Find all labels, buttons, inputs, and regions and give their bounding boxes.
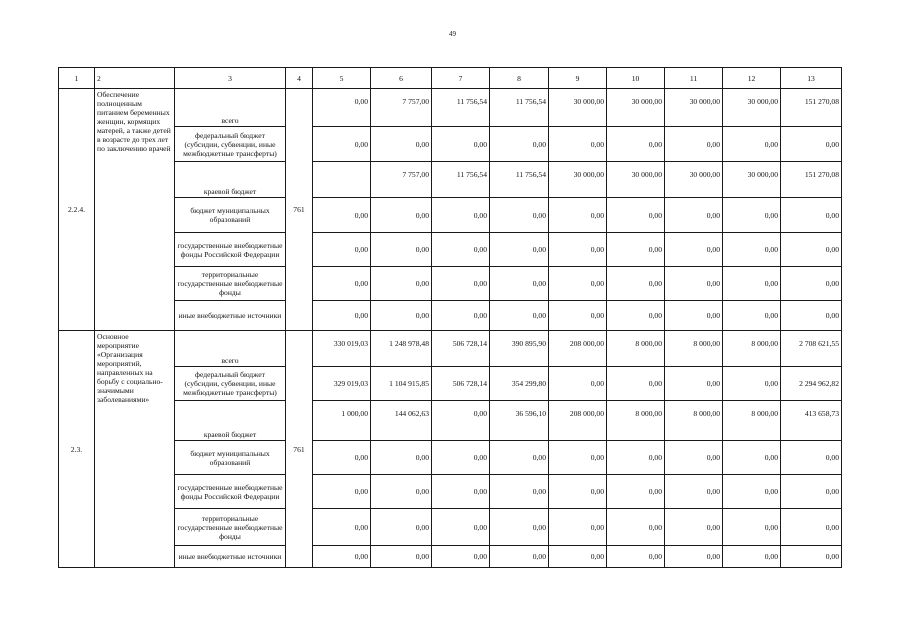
table-row [59, 267, 842, 301]
value-cell: 0,00 [549, 509, 607, 546]
value-cell: 0,00 [607, 546, 665, 568]
value-cell: 0,00 [549, 127, 607, 162]
funding-source: иные внебюджетные источники [175, 301, 286, 331]
value-cell: 0,00 [432, 267, 490, 301]
value-cell: 151 270,08 [781, 89, 842, 127]
value-cell: 8 000,00 [607, 401, 665, 441]
value-cell: 0,00 [781, 198, 842, 233]
value-cell: 0,00 [607, 267, 665, 301]
header-cell: 8 [490, 68, 549, 89]
table-row [59, 301, 842, 331]
funding-source: федеральный бюджет (субсидии, субвенции, иные межбюджетные трансферты) [175, 127, 286, 162]
section-code: 2.2.4. [59, 89, 95, 331]
header-cell: 13 [781, 68, 842, 89]
value-cell: 8 000,00 [723, 331, 781, 367]
value-cell: 0,00 [781, 233, 842, 267]
value-cell: 0,00 [781, 127, 842, 162]
value-cell: 0,00 [549, 475, 607, 509]
funding-source: территориальные государственные внебюджетные фонды [175, 509, 286, 546]
value-cell: 0,00 [549, 441, 607, 475]
value-cell: 0,00 [432, 509, 490, 546]
value-cell: 0,00 [371, 267, 432, 301]
value-cell: 0,00 [549, 301, 607, 331]
value-cell: 0,00 [490, 301, 549, 331]
value-cell [313, 162, 371, 198]
table-row [59, 509, 842, 546]
funding-source: всего [175, 89, 286, 127]
value-cell: 0,00 [723, 509, 781, 546]
value-cell: 0,00 [781, 301, 842, 331]
value-cell: 0,00 [490, 127, 549, 162]
value-cell: 11 756,54 [432, 89, 490, 127]
header-cell: 2 [95, 68, 175, 89]
header-cell: 10 [607, 68, 665, 89]
header-cell: 11 [665, 68, 723, 89]
value-cell: 0,00 [313, 233, 371, 267]
value-cell: 0,00 [665, 198, 723, 233]
value-cell: 0,00 [781, 267, 842, 301]
value-cell: 0,00 [313, 441, 371, 475]
value-cell: 0,00 [490, 198, 549, 233]
value-cell: 0,00 [371, 509, 432, 546]
value-cell: 0,00 [723, 198, 781, 233]
value-cell: 0,00 [781, 475, 842, 509]
value-cell: 0,00 [607, 233, 665, 267]
value-cell: 151 270,08 [781, 162, 842, 198]
value-cell: 0,00 [432, 401, 490, 441]
funding-source: краевой бюджет [175, 401, 286, 441]
section-description: Основное мероприятие «Организация мероприятий, направленных на борьбу с социально-значимыми заболеваниями» [95, 331, 175, 568]
funding-source: государственные внебюджетные фонды Российской Федерации [175, 233, 286, 267]
value-cell: 0,00 [549, 367, 607, 401]
value-cell: 0,00 [549, 233, 607, 267]
value-cell: 208 000,00 [549, 401, 607, 441]
value-cell: 2 294 962,82 [781, 367, 842, 401]
value-cell: 0,00 [313, 509, 371, 546]
header-cell: 1 [59, 68, 95, 89]
value-cell: 0,00 [490, 267, 549, 301]
value-cell: 0,00 [549, 267, 607, 301]
header-cell: 4 [286, 68, 313, 89]
table-row [59, 198, 842, 233]
value-cell: 11 756,54 [432, 162, 490, 198]
funding-source: всего [175, 331, 286, 367]
value-cell: 0,00 [490, 509, 549, 546]
value-cell: 11 756,54 [490, 162, 549, 198]
header-cell: 7 [432, 68, 490, 89]
value-cell: 0,00 [371, 198, 432, 233]
value-cell: 0,00 [665, 301, 723, 331]
value-cell: 0,00 [371, 127, 432, 162]
value-cell: 0,00 [313, 267, 371, 301]
value-cell: 8 000,00 [665, 401, 723, 441]
value-cell: 0,00 [781, 441, 842, 475]
value-cell: 0,00 [371, 475, 432, 509]
value-cell: 1 248 978,48 [371, 331, 432, 367]
value-cell: 0,00 [781, 509, 842, 546]
value-cell: 0,00 [607, 475, 665, 509]
value-cell: 0,00 [432, 233, 490, 267]
value-cell: 0,00 [432, 475, 490, 509]
value-cell: 36 596,10 [490, 401, 549, 441]
section-description: Обеспечение полноценным питанием беременных женщин, кормящих матерей, а также детей в возрасте до трех лет по заключению врачей [95, 89, 175, 331]
header-cell: 6 [371, 68, 432, 89]
header-cell: 5 [313, 68, 371, 89]
value-cell: 0,00 [371, 546, 432, 568]
value-cell: 0,00 [723, 475, 781, 509]
table-row [59, 367, 842, 401]
value-cell: 354 299,80 [490, 367, 549, 401]
value-cell: 390 895,90 [490, 331, 549, 367]
value-cell: 413 658,73 [781, 401, 842, 441]
value-cell: 7 757,00 [371, 162, 432, 198]
value-cell: 0,00 [490, 546, 549, 568]
page-number: 49 [449, 30, 456, 38]
value-cell: 30 000,00 [549, 89, 607, 127]
header-cell: 9 [549, 68, 607, 89]
value-cell: 0,00 [665, 546, 723, 568]
value-cell: 506 728,14 [432, 331, 490, 367]
value-cell: 0,00 [607, 441, 665, 475]
value-cell: 30 000,00 [723, 162, 781, 198]
value-cell: 0,00 [549, 198, 607, 233]
value-cell: 208 000,00 [549, 331, 607, 367]
value-cell: 0,00 [432, 301, 490, 331]
value-cell: 0,00 [607, 198, 665, 233]
value-cell: 30 000,00 [549, 162, 607, 198]
value-cell: 0,00 [313, 127, 371, 162]
table-row [59, 233, 842, 267]
value-cell: 0,00 [723, 301, 781, 331]
value-cell: 0,00 [723, 441, 781, 475]
table-row [59, 89, 842, 127]
value-cell: 0,00 [432, 127, 490, 162]
value-cell: 0,00 [723, 127, 781, 162]
value-cell: 0,00 [607, 127, 665, 162]
value-cell: 0,00 [490, 233, 549, 267]
value-cell: 0,00 [490, 441, 549, 475]
value-cell: 0,00 [313, 89, 371, 127]
value-cell: 0,00 [723, 267, 781, 301]
value-cell: 0,00 [665, 127, 723, 162]
value-cell: 0,00 [723, 367, 781, 401]
value-cell: 8 000,00 [665, 331, 723, 367]
value-cell: 0,00 [665, 509, 723, 546]
table-row [59, 162, 842, 198]
table-row [59, 127, 842, 162]
funding-source: бюджет муниципальных образований [175, 441, 286, 475]
value-cell: 0,00 [549, 546, 607, 568]
table-row [59, 441, 842, 475]
value-cell: 0,00 [371, 301, 432, 331]
value-cell: 0,00 [313, 301, 371, 331]
value-cell: 0,00 [432, 198, 490, 233]
value-cell: 0,00 [432, 546, 490, 568]
value-cell: 1 104 915,85 [371, 367, 432, 401]
value-cell: 0,00 [313, 546, 371, 568]
value-cell: 0,00 [313, 475, 371, 509]
value-cell: 0,00 [665, 475, 723, 509]
table-row [59, 331, 842, 367]
value-cell: 30 000,00 [607, 162, 665, 198]
section-code: 2.3. [59, 331, 95, 568]
value-cell: 30 000,00 [665, 89, 723, 127]
value-cell: 30 000,00 [723, 89, 781, 127]
value-cell: 329 019,03 [313, 367, 371, 401]
table-row [59, 475, 842, 509]
value-cell: 0,00 [607, 301, 665, 331]
budget-table [58, 67, 842, 568]
value-cell: 0,00 [607, 509, 665, 546]
value-cell: 144 062,63 [371, 401, 432, 441]
grbs-code: 761 [286, 331, 313, 568]
value-cell: 0,00 [432, 441, 490, 475]
value-cell: 330 019,03 [313, 331, 371, 367]
value-cell: 11 756,54 [490, 89, 549, 127]
funding-source: краевой бюджет [175, 162, 286, 198]
value-cell: 0,00 [607, 367, 665, 401]
funding-source: государственные внебюджетные фонды Российской Федерации [175, 475, 286, 509]
value-cell: 0,00 [313, 198, 371, 233]
value-cell: 0,00 [665, 267, 723, 301]
funding-source: иные внебюджетные источники [175, 546, 286, 568]
funding-source: бюджет муниципальных образований [175, 198, 286, 233]
value-cell: 30 000,00 [607, 89, 665, 127]
value-cell: 0,00 [665, 367, 723, 401]
value-cell: 2 708 621,55 [781, 331, 842, 367]
value-cell: 1 000,00 [313, 401, 371, 441]
value-cell: 0,00 [723, 233, 781, 267]
value-cell: 0,00 [490, 475, 549, 509]
value-cell: 0,00 [723, 546, 781, 568]
value-cell: 506 728,14 [432, 367, 490, 401]
value-cell: 30 000,00 [665, 162, 723, 198]
value-cell: 0,00 [371, 441, 432, 475]
header-cell: 12 [723, 68, 781, 89]
header-cell: 3 [175, 68, 286, 89]
value-cell: 8 000,00 [607, 331, 665, 367]
value-cell: 0,00 [371, 233, 432, 267]
header-row [59, 68, 842, 89]
table-row [59, 546, 842, 568]
value-cell: 8 000,00 [723, 401, 781, 441]
funding-source: федеральный бюджет (субсидии, субвенции, иные межбюджетные трансферты) [175, 367, 286, 401]
value-cell: 0,00 [665, 233, 723, 267]
table-row [59, 401, 842, 441]
grbs-code: 761 [286, 89, 313, 331]
value-cell: 0,00 [665, 441, 723, 475]
funding-source: территориальные государственные внебюджетные фонды [175, 267, 286, 301]
value-cell: 0,00 [781, 546, 842, 568]
value-cell: 7 757,00 [371, 89, 432, 127]
